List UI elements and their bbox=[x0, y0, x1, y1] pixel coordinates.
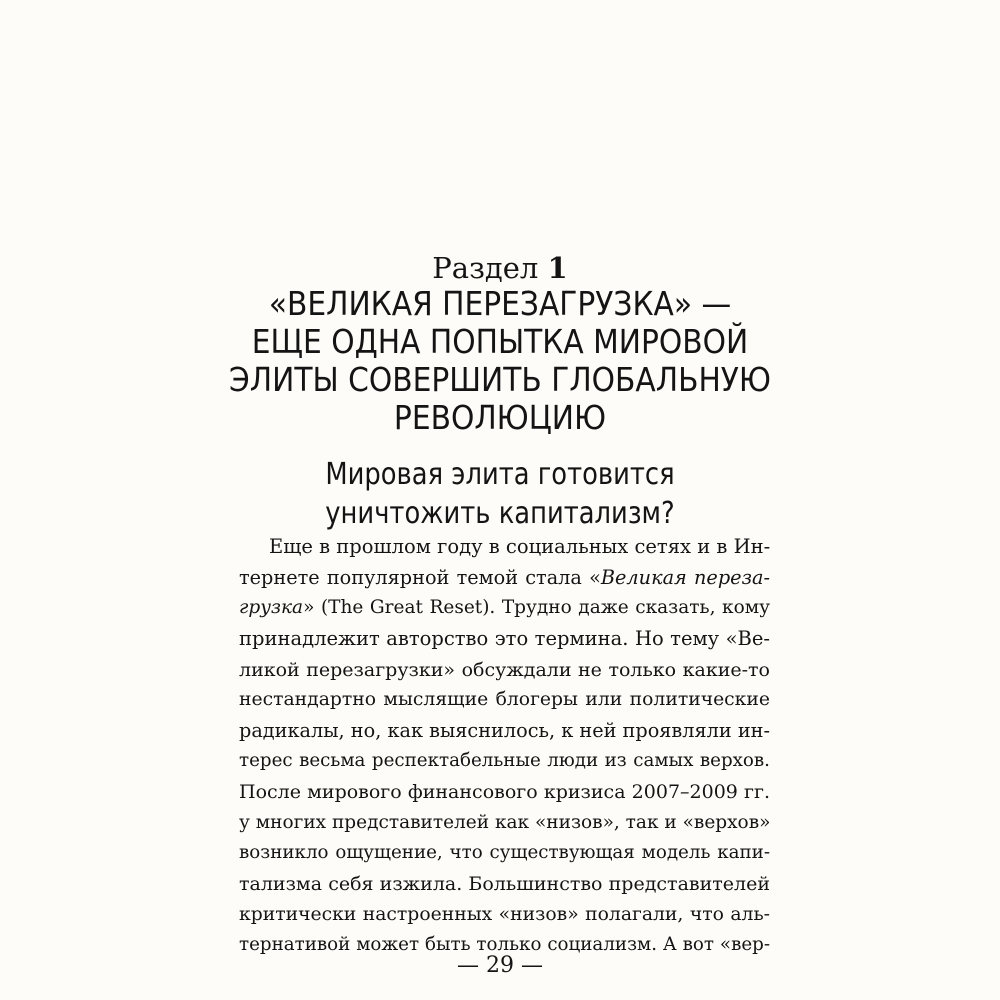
emphasis-text: Великая переза- bbox=[600, 565, 771, 589]
section-heading bbox=[0, 250, 1000, 286]
subsection-title-line: Мировая элита готовится bbox=[325, 457, 675, 492]
page-number: — 29 — bbox=[457, 953, 543, 978]
paragraph-line: возникло ощущение, что существующая модель капи- bbox=[239, 842, 770, 864]
paragraph-line bbox=[239, 563, 770, 594]
subsection-title-line: уничтожить капитализм? bbox=[325, 496, 675, 531]
chapter-title bbox=[50, 285, 950, 437]
paragraph-line: критически настроенных «низов» полагали, что аль- bbox=[239, 903, 770, 925]
body-paragraph bbox=[239, 532, 770, 961]
paragraph-line bbox=[239, 593, 770, 624]
paragraph-line: После мирового финансового кризиса 2007–2009 гг. bbox=[239, 781, 770, 804]
subsection-title bbox=[70, 455, 930, 533]
chapter-title-line: ЭЛИТЫ СОВЕРШИТЬ ГЛОБАЛЬНУЮ bbox=[229, 360, 771, 399]
paragraph-text: » (The Great Reset). Трудно даже сказать, кому bbox=[303, 597, 770, 619]
paragraph-line: тализма себя изжила. Большинство представителей bbox=[239, 873, 770, 896]
paragraph-line: нестандартно мыслящие блогеры или политические bbox=[239, 689, 770, 711]
chapter-title-line: «ВЕЛИКАЯ ПЕРЕЗАГРУЗКА» — bbox=[268, 284, 732, 323]
chapter-title-line: ЕЩЕ ОДНА ПОПЫТКА МИРОВОЙ bbox=[251, 322, 749, 361]
paragraph-line: тернативой может быть только социализм. А вот «вер- bbox=[239, 934, 770, 956]
emphasis-text: грузка bbox=[239, 597, 304, 619]
section-number: 1 bbox=[547, 251, 568, 285]
paragraph-line: принадлежит авторство это термина. Но тему «Ве- bbox=[239, 626, 770, 650]
paragraph-line: радикалы, но, как выяснилось, к ней проявляли ин- bbox=[239, 718, 770, 742]
paragraph-line: терес весьма респектабельные люди из самых верхов. bbox=[239, 750, 770, 772]
paragraph-text: тернете популярной темой стала « bbox=[239, 565, 601, 589]
paragraph-line: у многих представителей как «низов», так и «верхов» bbox=[239, 811, 771, 833]
chapter-title-line: РЕВОЛЮЦИЮ bbox=[393, 398, 607, 437]
paragraph-line: ликой перезагрузки» обсуждали не только какие-то bbox=[239, 658, 770, 681]
section-label: Раздел bbox=[432, 251, 539, 285]
paragraph-line: Еще в прошлом году в социальных сетях и в Ин- bbox=[269, 535, 771, 558]
